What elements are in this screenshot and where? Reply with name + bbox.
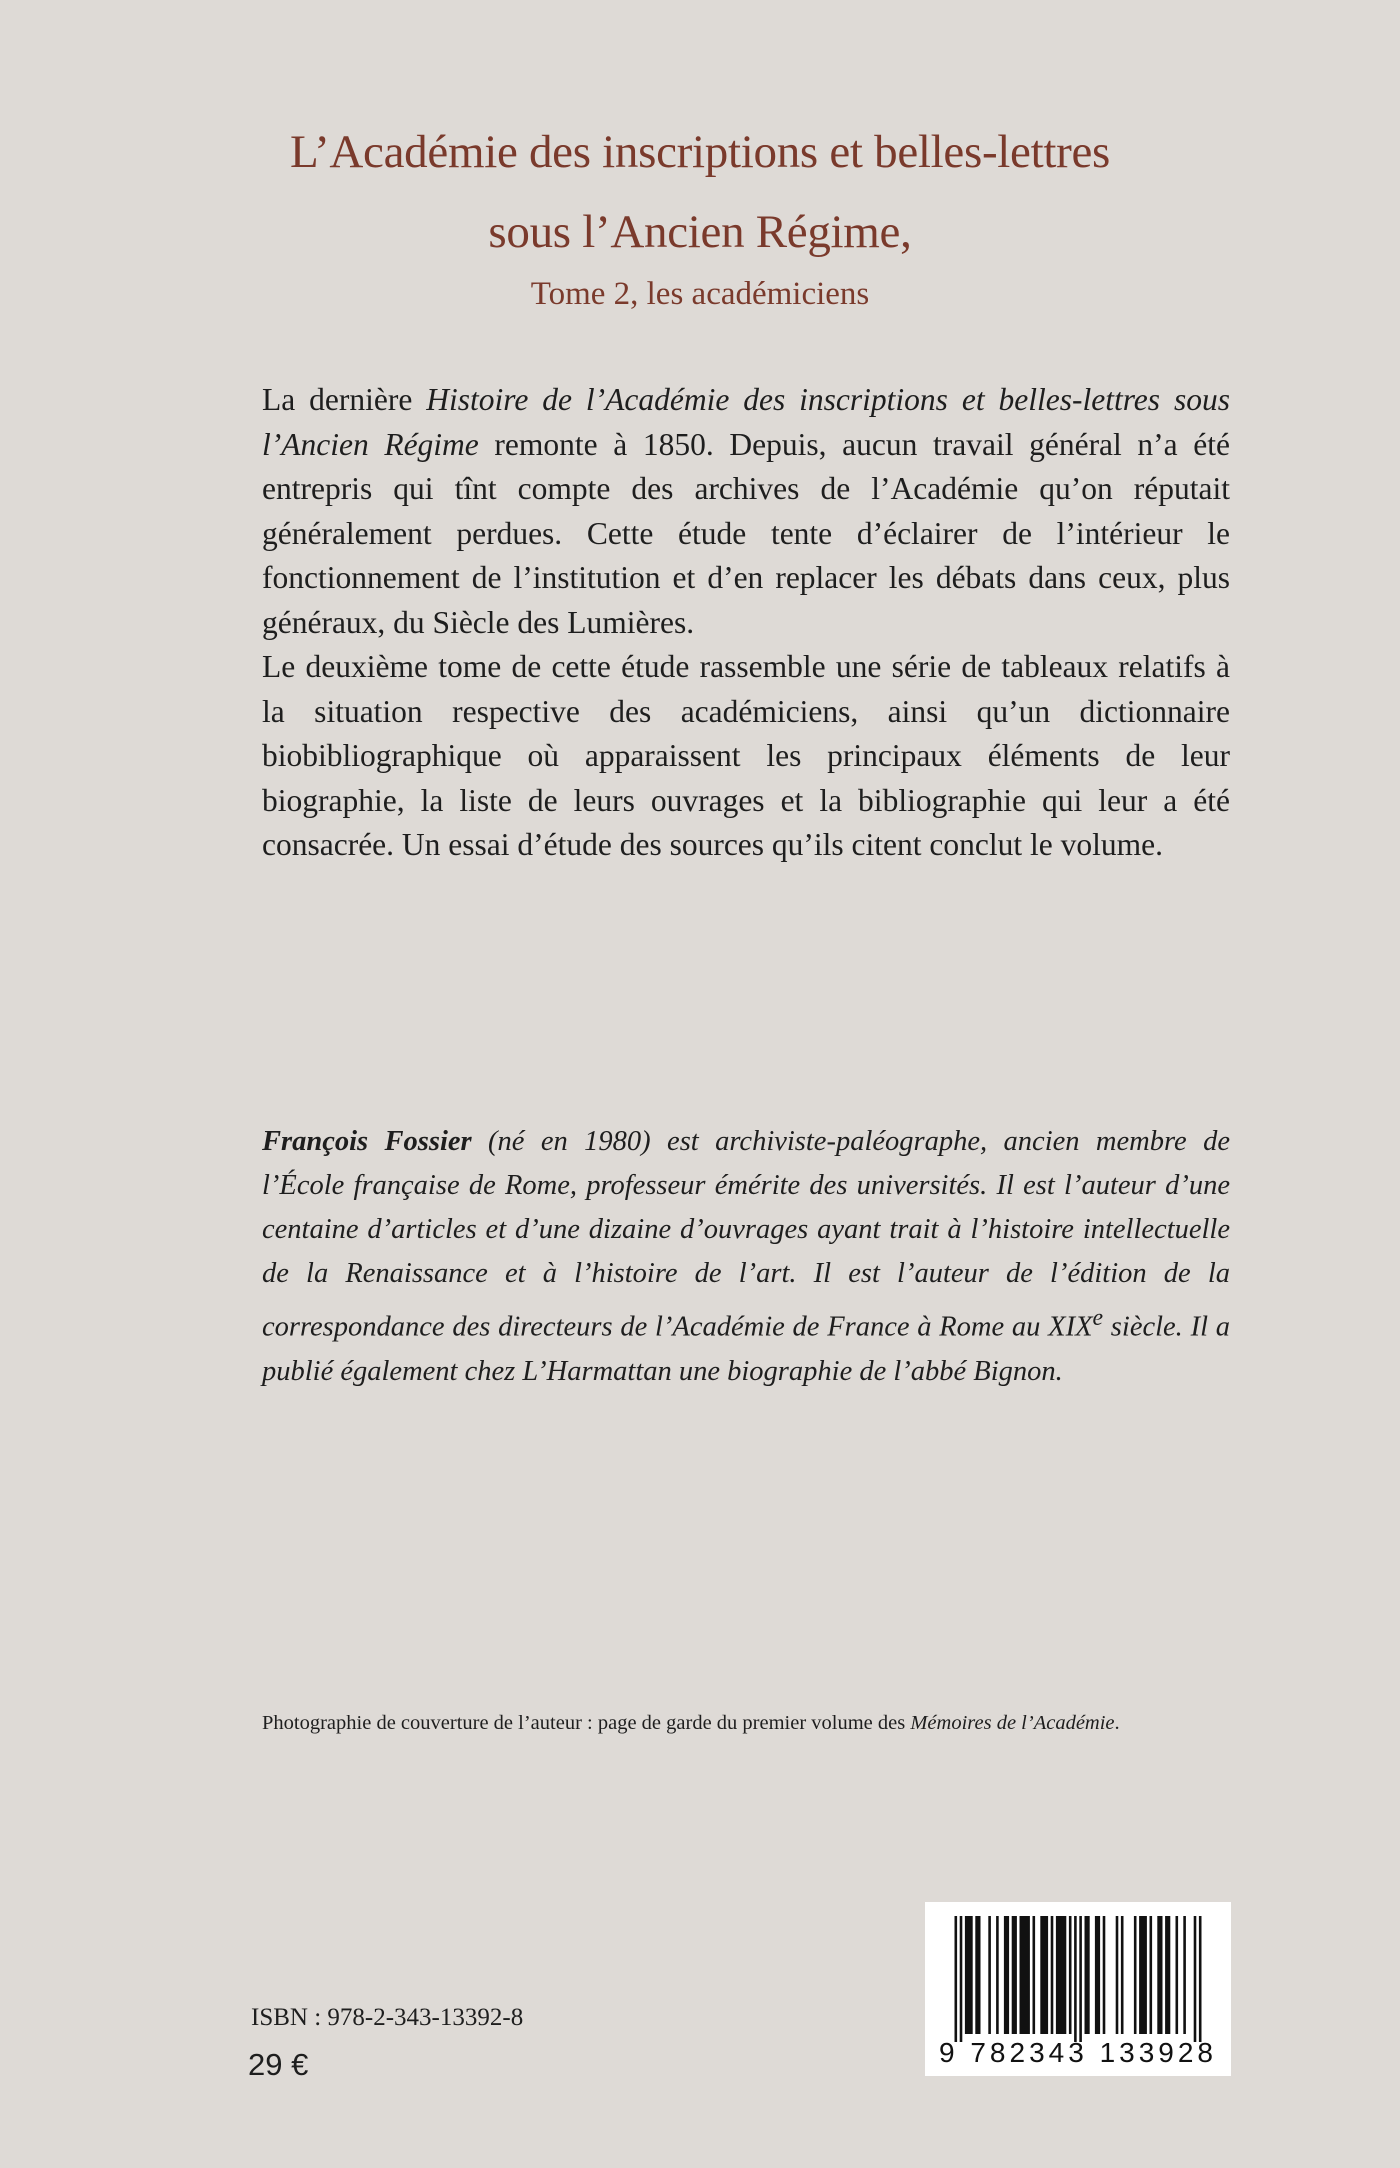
barcode-bar — [1194, 1916, 1197, 2042]
barcode-bar — [955, 1916, 958, 2042]
barcode-bar — [1121, 1916, 1124, 2034]
author-bio — [262, 1120, 1230, 1394]
bio-superscript: e — [1092, 1305, 1104, 1331]
price-label: 29 € — [248, 2047, 309, 2082]
isbn-label: ISBN : 978-2-343-13392-8 — [251, 2004, 524, 2031]
barcode-bar — [975, 1916, 980, 2034]
summary-text — [262, 378, 1230, 868]
summary-paragraph-1 — [262, 378, 1230, 645]
title-line-1: L’Académie des inscriptions et belles-lettres — [289, 126, 1111, 178]
summary-p1-start: La dernière — [262, 382, 427, 417]
barcode-bar — [1085, 1916, 1090, 2034]
barcode-bar — [1040, 1916, 1048, 2034]
barcode-bar — [1004, 1916, 1009, 2034]
author-name: François Fossier — [262, 1126, 472, 1157]
summary-paragraph-2: Le deuxième tome de cette étude rassemble une série de tableaux relatifs à la situation respective des académiciens, ainsi qu’un dictionnaire biobibliographique où apparaissent les principaux éléments de leur biographie, la liste de leurs ouvrages et la bibliographie qui leur a été consacrée. Un essai d’étude des sources qu’ils citent conclut le volume. — [262, 649, 1230, 862]
barcode-bar — [1069, 1916, 1072, 2034]
book-subtitle: Tome 2, les académiciens — [530, 276, 870, 312]
barcode-bar — [965, 1916, 973, 2034]
barcode-bar — [1051, 1916, 1054, 2034]
barcode-bar — [996, 1916, 999, 2034]
credit-end: . — [1114, 1712, 1120, 1734]
barcode-bar — [1079, 1916, 1082, 2042]
bio-text-1: (né en 1980) est archiviste-paléographe, ancien membre de l’École française de Rome, professeur émérite des universités. Il est l’auteur d’une centaine d’articles et d’une dizaine d’ouvrages ayant trait à l’histoire intellectuelle de la Renaissance et à l’histoire de l’art. Il est l’auteur de l’édition de la correspondance des directeurs de l’Académie de France à Rome au XIX — [262, 1126, 1230, 1343]
credit-italic: Mémoires de l’Académie — [910, 1712, 1115, 1734]
barcode-bar — [1165, 1916, 1170, 2034]
barcode-bar — [988, 1916, 991, 2034]
summary-p1-italic-title: Histoire de l’Académie des inscriptions et belles-lettres sous l’Ancien Régime — [262, 382, 1230, 462]
barcode-bars — [925, 1902, 1231, 2042]
title-line-2: sous l’Ancien Régime, — [488, 206, 912, 258]
barcode-bar — [1012, 1916, 1017, 2034]
barcode-bar — [1020, 1916, 1030, 2034]
barcode-bar — [960, 1916, 963, 2042]
barcode-bar — [1139, 1916, 1147, 2034]
barcode-bar — [1074, 1916, 1077, 2042]
book-title — [0, 112, 1400, 272]
barcode — [925, 1902, 1231, 2076]
barcode-bar — [1116, 1916, 1119, 2034]
barcode-bar — [1157, 1916, 1162, 2034]
barcode-bar — [1033, 1916, 1036, 2034]
photo-credit — [262, 1708, 1262, 1738]
barcode-digits: 9 782343 133928 — [939, 2037, 1217, 2068]
summary-p1-end: remonte à 1850. Depuis, aucun travail général n’a été entrepris qui tînt compte des archives de l’Académie qu’on réputait généralement perdues. Cette étude tente d’éclairer de l’intérieur le fonctionnement de l’institution et d’en replacer les débats dans ceux, plus généraux, du Siècle des Lumières. — [262, 426, 1231, 640]
barcode-bar — [1103, 1916, 1106, 2034]
bio-text-2: siècle. Il a publié également chez L’Harmattan une biographie de l’abbé Bignon. — [262, 1311, 1230, 1387]
barcode-bar — [1095, 1916, 1100, 2034]
barcode-bar — [1176, 1916, 1179, 2034]
barcode-bar — [1150, 1916, 1153, 2034]
barcode-bar — [1199, 1916, 1202, 2042]
barcode-bar — [1056, 1916, 1066, 2034]
barcode-bar — [1134, 1916, 1137, 2034]
barcode-bar — [1183, 1916, 1186, 2034]
credit-text: Photographie de couverture de l’auteur : page de garde du premier volume des — [262, 1712, 911, 1734]
